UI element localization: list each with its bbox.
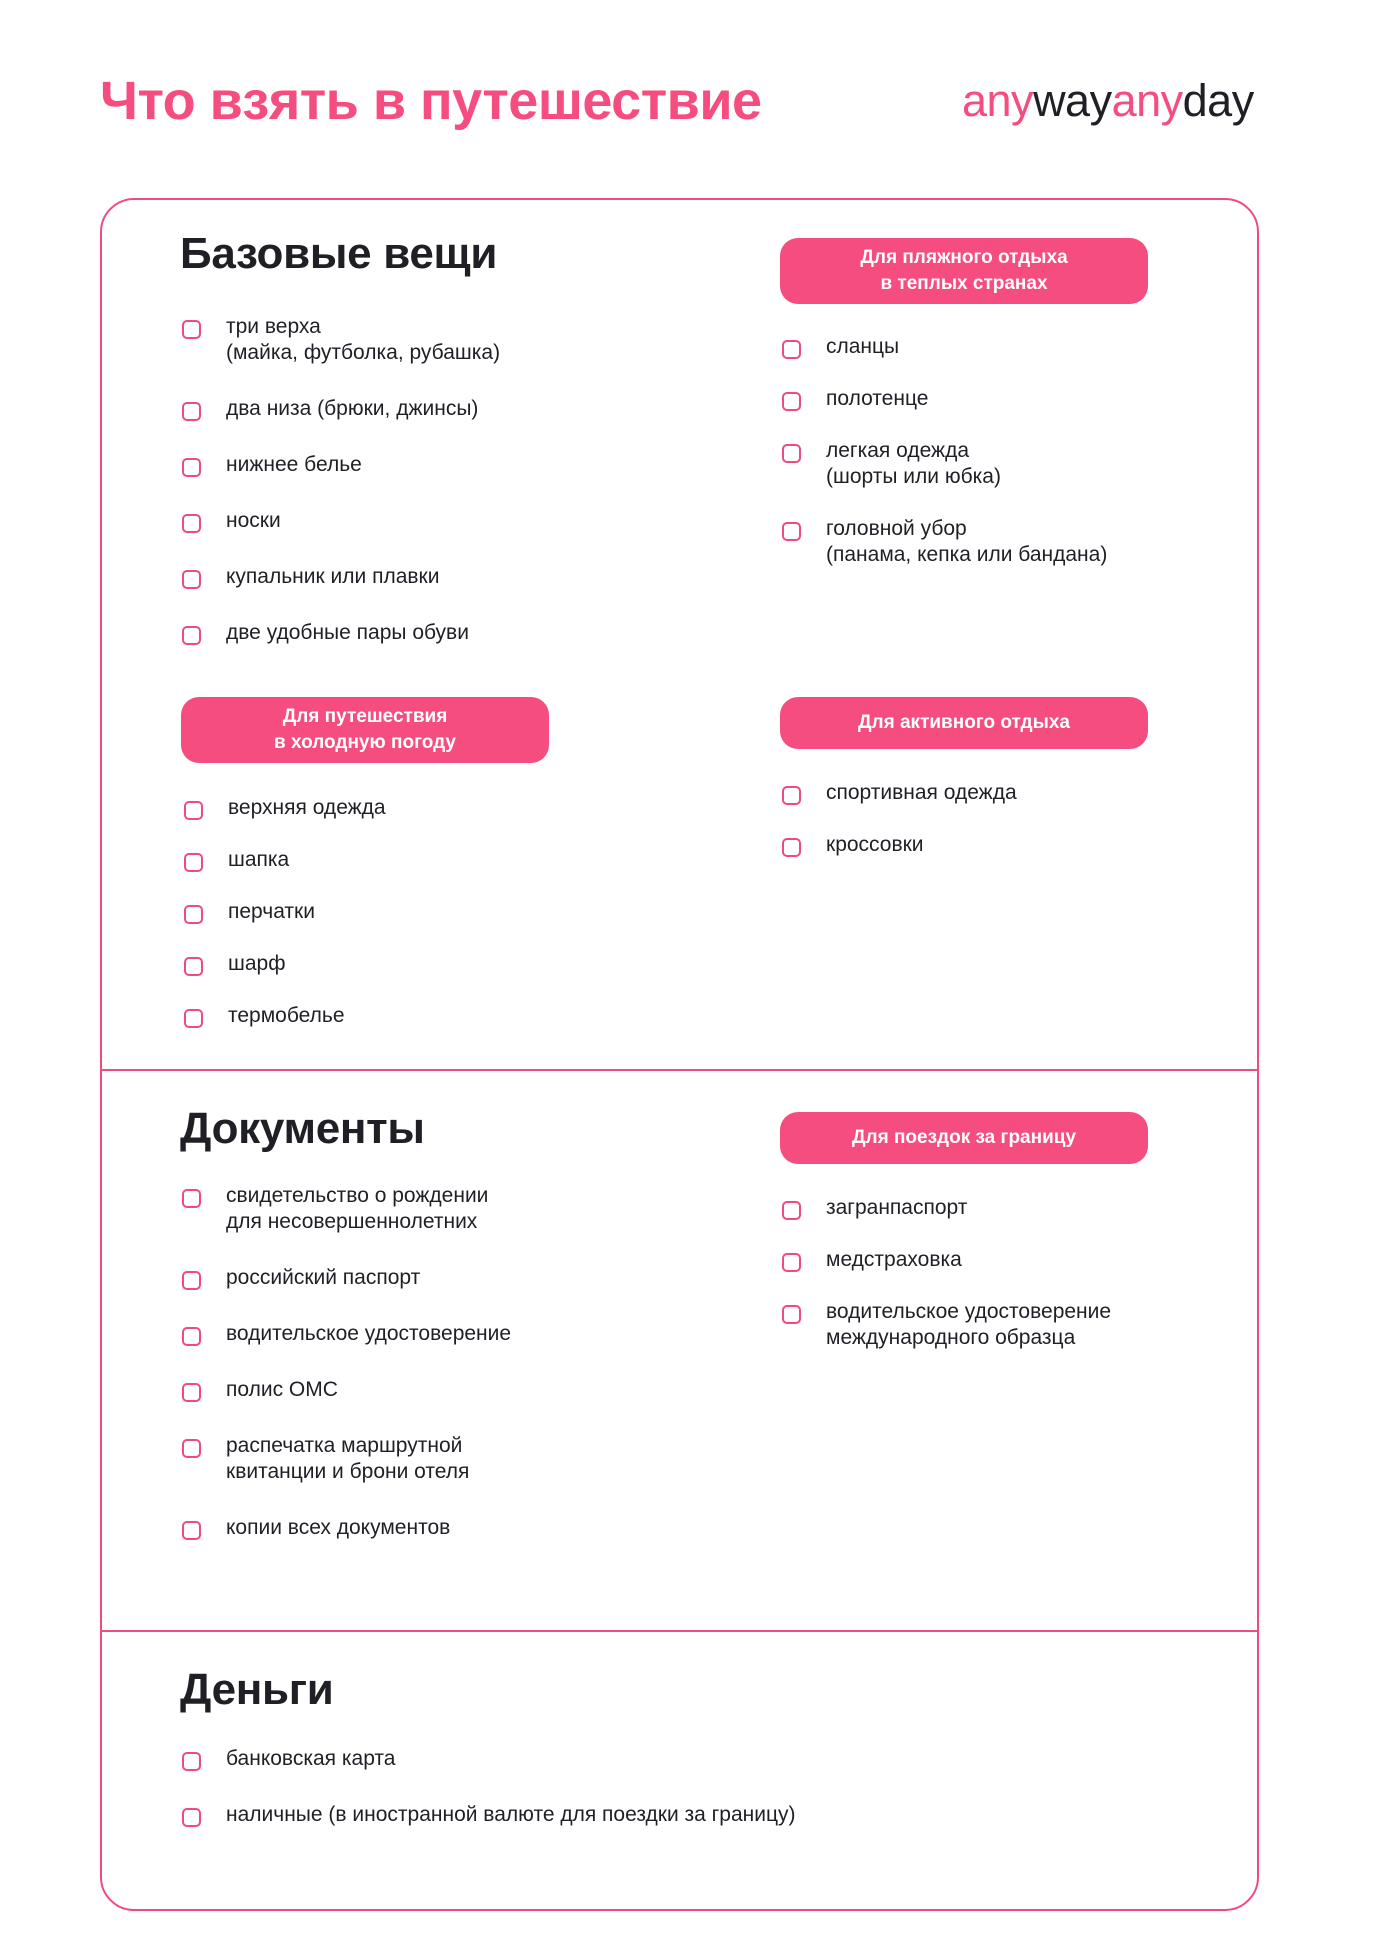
checklist-item[interactable] xyxy=(182,396,500,422)
section-title-documents: Документы xyxy=(180,1104,425,1153)
checklist-item-label: водительское удостоверение xyxy=(226,1322,512,1345)
brand-logo[interactable] xyxy=(962,75,1254,127)
checklist-item[interactable] xyxy=(184,1003,386,1029)
checklist-item-label: сланцы xyxy=(826,335,900,358)
checkbox[interactable] xyxy=(182,626,201,645)
checkbox[interactable] xyxy=(182,1271,201,1290)
checklist-item-label: банковская карта xyxy=(226,1747,396,1770)
checklist-item[interactable] xyxy=(782,780,1017,806)
checklist-item[interactable] xyxy=(182,452,500,478)
checklist-basic xyxy=(182,314,500,646)
checklist-cold xyxy=(184,795,386,1029)
checklist-item[interactable] xyxy=(182,1265,511,1291)
checklist-item-label: шапка xyxy=(228,848,290,871)
checklist-item[interactable] xyxy=(182,508,500,534)
checkbox[interactable] xyxy=(782,1253,801,1272)
section-title-money: Деньги xyxy=(180,1665,334,1714)
checklist-item[interactable] xyxy=(182,1802,796,1828)
logo-part-any: any xyxy=(962,75,1034,126)
checklist-item[interactable] xyxy=(184,795,386,821)
checklist-beach xyxy=(782,334,1107,568)
checkbox[interactable] xyxy=(184,905,203,924)
checklist-item[interactable] xyxy=(182,564,500,590)
checkbox[interactable] xyxy=(182,1439,201,1458)
checklist-item-label: носки xyxy=(226,509,281,532)
checklist-item-label: две удобные пары обуви xyxy=(226,621,469,644)
checklist-item[interactable] xyxy=(182,1321,511,1347)
checklist-item-label: купальник или плавки xyxy=(226,565,440,588)
checkbox[interactable] xyxy=(182,1752,201,1771)
logo-part-way: way xyxy=(1033,75,1112,126)
checklist-item[interactable] xyxy=(182,314,500,366)
section-divider-documents xyxy=(100,1069,1259,1071)
checklist-item[interactable] xyxy=(182,1377,511,1403)
checkbox[interactable] xyxy=(182,1383,201,1402)
checklist-item-label: водительское удостоверение международного образца xyxy=(826,1300,1112,1349)
checkbox[interactable] xyxy=(782,444,801,463)
checklist-item[interactable] xyxy=(782,386,1107,412)
badge-active: Для активного отдыха xyxy=(780,697,1148,749)
checklist-active xyxy=(782,780,1017,858)
checkbox[interactable] xyxy=(782,522,801,541)
checkbox[interactable] xyxy=(182,514,201,533)
section-divider-money xyxy=(100,1630,1259,1632)
checklist-abroad xyxy=(782,1195,1111,1351)
checkbox[interactable] xyxy=(184,957,203,976)
checklist-item[interactable] xyxy=(782,1299,1111,1351)
page-title: Что взять в путешествие xyxy=(100,71,762,131)
checkbox[interactable] xyxy=(182,1327,201,1346)
checklist-item-label: легкая одежда (шорты или юбка) xyxy=(826,439,1001,488)
checklist-item-label: головной убор (панама, кепка или бандана) xyxy=(826,517,1108,566)
checkbox[interactable] xyxy=(184,1009,203,1028)
logo-part-any-2: any xyxy=(1111,75,1183,126)
badge-beach: Для пляжного отдыха в теплых странах xyxy=(780,238,1148,304)
checklist-item-label: три верха (майка, футболка, рубашка) xyxy=(226,315,501,364)
checklist-item-label: загранпаспорт xyxy=(826,1196,968,1219)
checkbox[interactable] xyxy=(184,801,203,820)
checklist-item[interactable] xyxy=(182,1746,796,1772)
checklist-item-label: два низа (брюки, джинсы) xyxy=(226,397,479,420)
checklist-item-label: медстраховка xyxy=(826,1248,962,1271)
checkbox[interactable] xyxy=(182,1808,201,1827)
checkbox[interactable] xyxy=(182,570,201,589)
checklist-item-label: российский паспорт xyxy=(226,1266,421,1289)
checklist-item-label: спортивная одежда xyxy=(826,781,1017,804)
checkbox[interactable] xyxy=(182,1521,201,1540)
checklist-item-label: кроссовки xyxy=(826,833,924,856)
checklist-item[interactable] xyxy=(782,1195,1111,1221)
checklist-item[interactable] xyxy=(782,832,1017,858)
checklist-item[interactable] xyxy=(782,516,1107,568)
checkbox[interactable] xyxy=(782,786,801,805)
checklist-item[interactable] xyxy=(184,951,386,977)
section-title-basic: Базовые вещи xyxy=(180,229,498,278)
checklist-item-label: полотенце xyxy=(826,387,929,410)
checklist-item-label: наличные (в иностранной валюте для поездки за границу) xyxy=(226,1803,796,1826)
checklist-item-label: термобелье xyxy=(228,1004,345,1027)
badge-cold: Для путешествия в холодную погоду xyxy=(181,697,549,763)
checklist-item[interactable] xyxy=(782,334,1107,360)
checklist-item[interactable] xyxy=(182,1183,511,1235)
checklist-item-label: копии всех документов xyxy=(226,1516,451,1539)
checkbox[interactable] xyxy=(782,1305,801,1324)
checkbox[interactable] xyxy=(184,853,203,872)
checklist-item-label: свидетельство о рождении для несовершеннолетних xyxy=(226,1184,489,1233)
badge-abroad: Для поездок за границу xyxy=(780,1112,1148,1164)
checklist-item[interactable] xyxy=(184,847,386,873)
checkbox[interactable] xyxy=(782,340,801,359)
checklist-item[interactable] xyxy=(182,1515,511,1541)
checklist-money xyxy=(182,1746,796,1828)
checkbox[interactable] xyxy=(182,458,201,477)
checklist-item-label: перчатки xyxy=(228,900,315,923)
checklist-item[interactable] xyxy=(184,899,386,925)
checklist-item[interactable] xyxy=(782,1247,1111,1273)
checklist-documents xyxy=(182,1183,511,1541)
checkbox[interactable] xyxy=(782,838,801,857)
checklist-item-label: полис ОМС xyxy=(226,1378,338,1401)
checklist-item-label: шарф xyxy=(228,952,286,975)
checklist-item-label: нижнее белье xyxy=(226,453,362,476)
checkbox[interactable] xyxy=(182,402,201,421)
logo-part-day: day xyxy=(1182,75,1254,126)
checkbox[interactable] xyxy=(182,320,201,339)
checkbox[interactable] xyxy=(782,392,801,411)
checklist-item[interactable] xyxy=(182,1433,511,1485)
checklist-item-label: верхняя одежда xyxy=(228,796,386,819)
checklist-item-label: распечатка маршрутной квитанции и брони отеля xyxy=(226,1434,470,1483)
checkbox[interactable] xyxy=(782,1201,801,1220)
checkbox[interactable] xyxy=(182,1189,201,1208)
checklist-item[interactable] xyxy=(182,620,500,646)
checklist-item[interactable] xyxy=(782,438,1107,490)
